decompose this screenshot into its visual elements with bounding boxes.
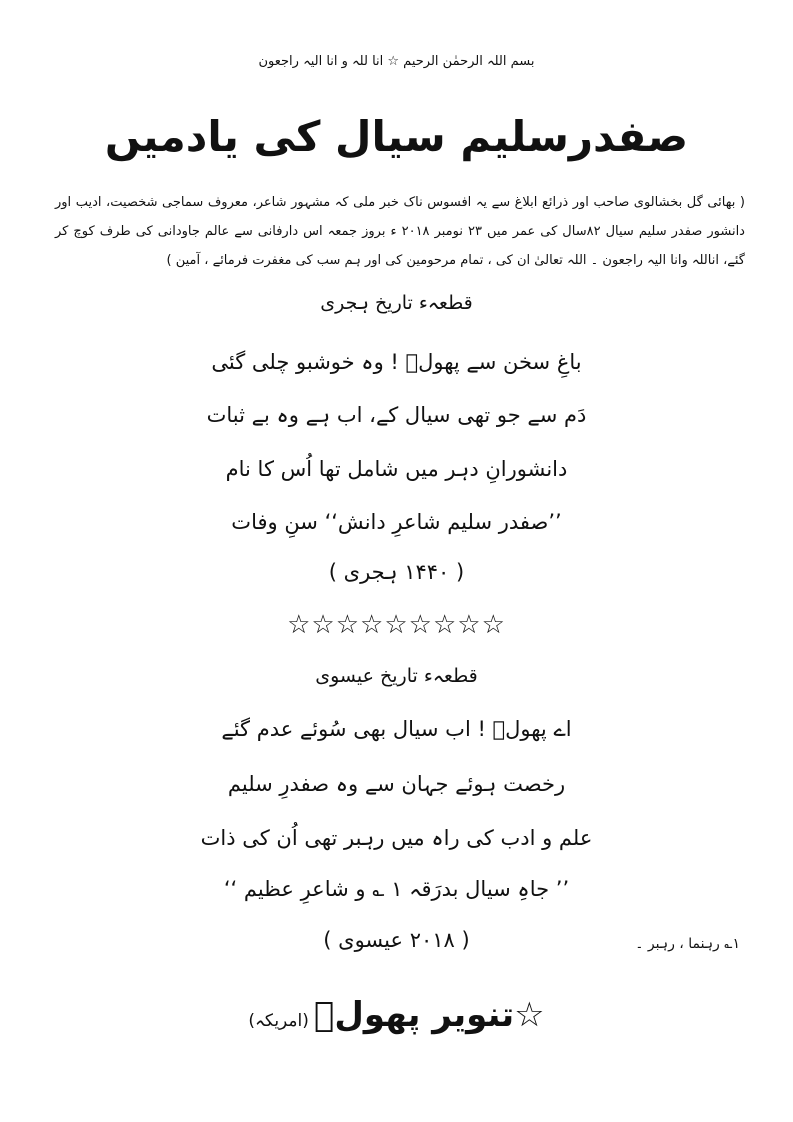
qita-hijri-line-2: دَم سے جو تھی سیال کے، اب ہے وہ بے ثبات (206, 403, 587, 427)
qita-isvi-year: ( ۲۰۱۸ عیسوی ) (323, 928, 470, 952)
qita-hijri-line-3: دانشورانِ دہر میں شامل تھا اُس کا نام (225, 457, 568, 481)
intro-paragraph: ( بھائی گل بخشالوی صاحب اور ذرائع ابلاغ سے یہ افسوس ناک خبر ملی کہ مشہور شاعر، معروف سماجی شخصیت، ادیب اور دانشور صفدر سلیم سیال ۸۲سال کی عمر میں ۲۳ نومبر ۲۰۱۸ ء بروز جمعہ اس دارفانی سے عالم جاودانی کی طرف کوچ کر گئے، اناللہ وانا الیہ راجعون ۔ اللہ تعالیٰ ان کی ، تمام مرحومین کی اور ہم سب کی مغفرت فرمائے ، آمین ) (55, 195, 745, 268)
star-separator: ☆☆☆☆☆☆☆☆☆ (287, 610, 506, 640)
qita-hijri-heading: قطعہء تاریخ ہجری (320, 292, 473, 314)
page-title: صفدرسلیم سیال کی یادمیں (104, 112, 689, 161)
signature-name: ☆تنویر پھولؔ (314, 995, 545, 1035)
signature (0, 995, 793, 1035)
qita-hijri-line-1: باغِ سخن سے پھولؔ ! وہ خوشبو چلی گئی (211, 350, 582, 374)
footnote: ۱؎ رہنما ، رہبر ۔ (635, 936, 740, 952)
qita-isvi-line-4: ’’ جاہِ سیال بدرَقہ ۱ ؎ و شاعرِ عظیم ‘‘ (223, 877, 570, 901)
qita-isvi-heading: قطعہء تاریخ عیسوی (315, 665, 478, 687)
qita-hijri-line-4: ’’صفدر سلیم شاعرِ دانش‘‘ سنِ وفات (231, 510, 562, 534)
signature-location: (امریکہ) (248, 1011, 309, 1031)
bismillah-line: بسم اللہ الرحمٰن الرحیم ☆ انا للہ و انا الیہ راجعون (258, 54, 535, 69)
qita-isvi-line-2: رخصت ہوئے جہان سے وہ صفدرِ سلیم (227, 772, 566, 796)
qita-hijri-year: ( ۱۴۴۰ ہجری ) (328, 560, 465, 584)
qita-isvi-line-3: علم و ادب کی راہ میں رہبر تھی اُن کی ذات (200, 826, 593, 850)
qita-isvi-line-1: اے پھولؔ ! اب سیال بھی سُوئے عدم گئے (221, 717, 572, 741)
